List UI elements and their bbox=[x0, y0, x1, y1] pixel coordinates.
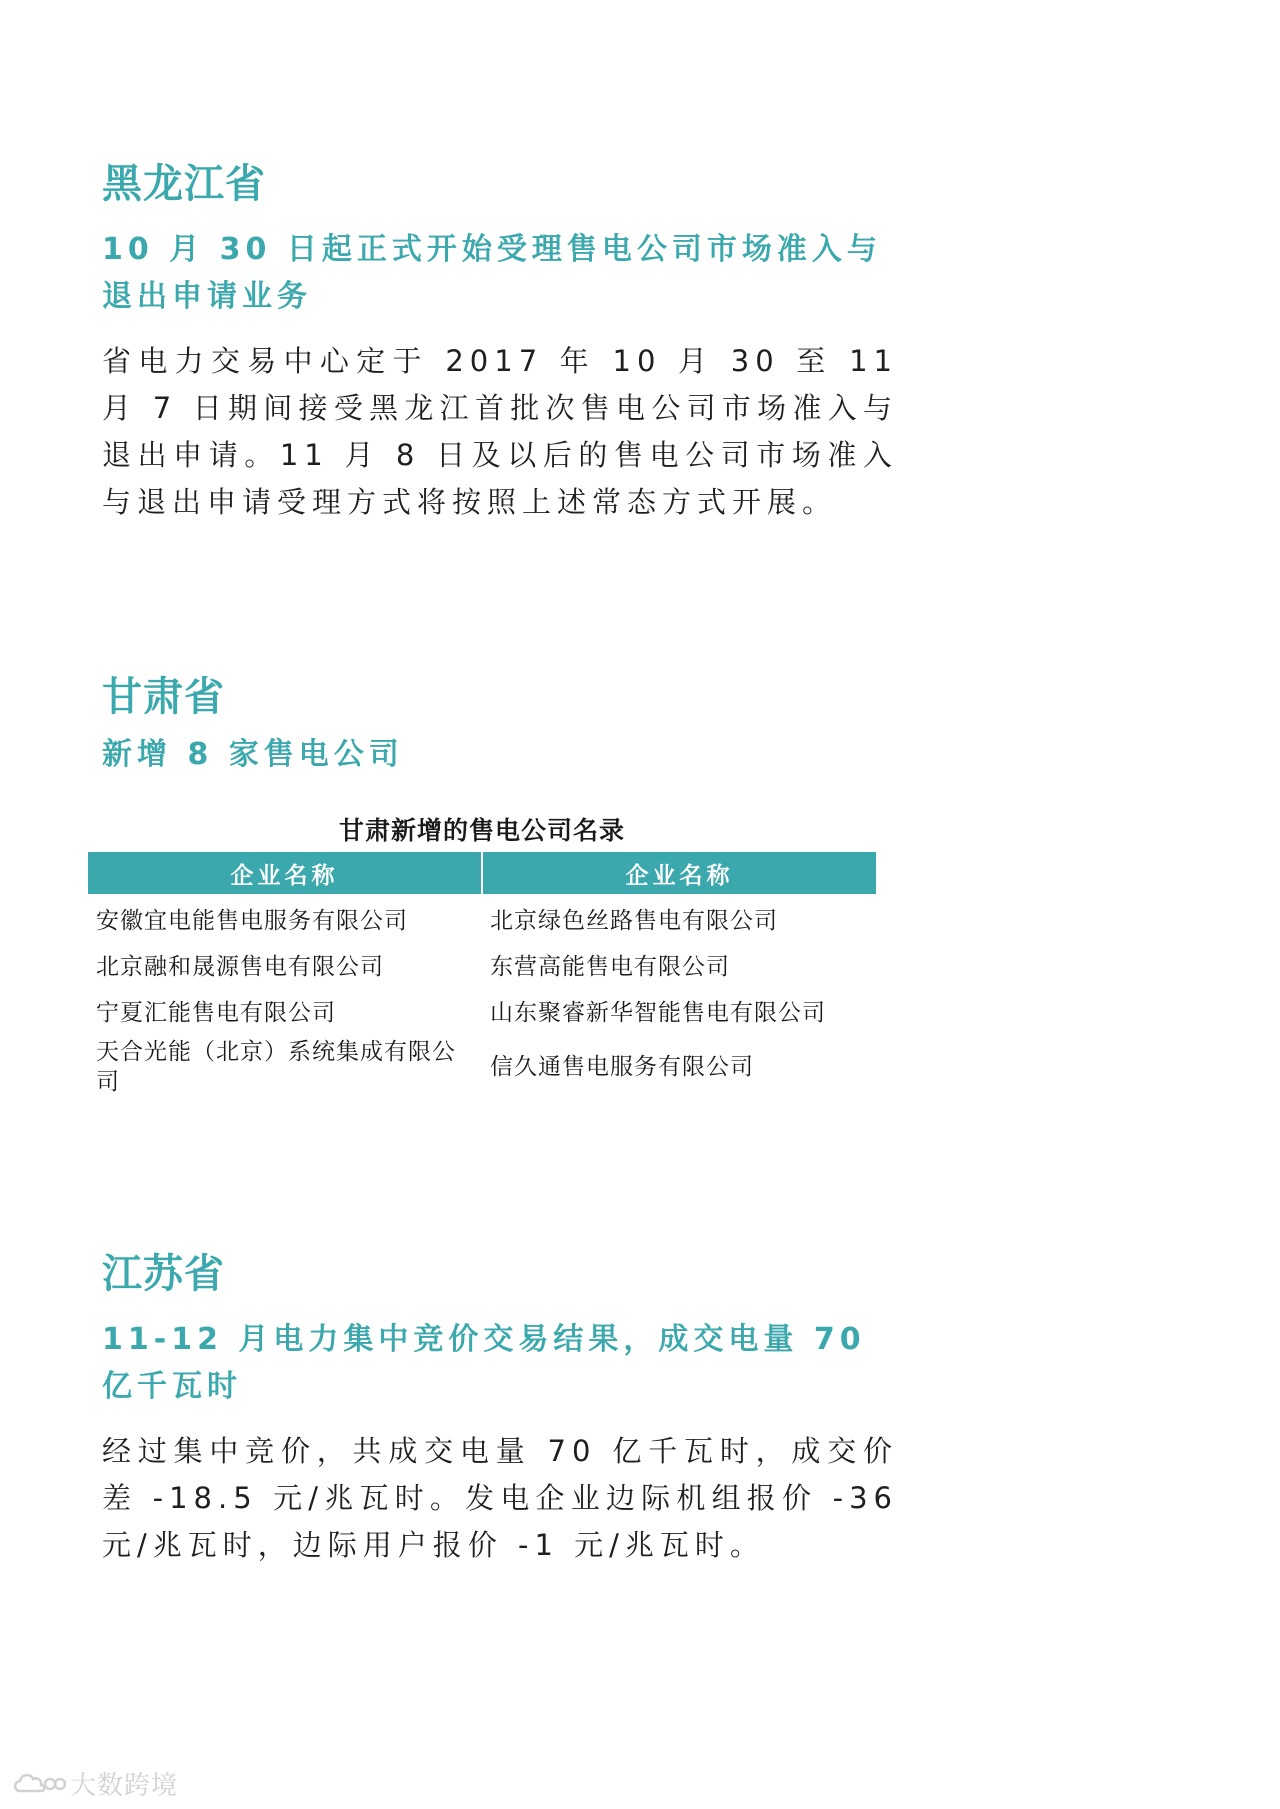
section-jiangsu bbox=[102, 1250, 898, 1569]
section-body: 经过集中竞价，共成交电量 70 亿千瓦时，成交价差 -18.5 元/兆瓦时。发电企业边际机组报价 -36 元/兆瓦时，边际用户报价 -1 元/兆瓦时。 bbox=[102, 1434, 898, 1562]
table-cell: 天合光能（北京）系统集成有限公司 bbox=[96, 1039, 456, 1095]
table-cell: 安徽宜电能售电服务有限公司 bbox=[96, 908, 408, 934]
section-headline: 11-12 月电力集中竞价交易结果，成交电量 70 亿千瓦时 bbox=[102, 1322, 866, 1404]
cloud-logo-icon bbox=[10, 1767, 66, 1799]
table-cell: 信久通售电服务有限公司 bbox=[490, 1054, 754, 1080]
watermark-text: 大数跨境 bbox=[70, 1770, 179, 1801]
table-row bbox=[88, 944, 876, 990]
table-title: 甘肃新增的售电公司名录 bbox=[338, 816, 625, 845]
table-header-row bbox=[88, 852, 876, 894]
section-headline: 新增 8 家售电公司 bbox=[102, 737, 404, 772]
column-header: 企业名称 bbox=[482, 852, 876, 894]
table-row bbox=[88, 990, 876, 1036]
company-table bbox=[88, 852, 876, 1098]
table-cell: 宁夏汇能售电有限公司 bbox=[96, 1000, 336, 1026]
table-cell: 北京绿色丝路售电有限公司 bbox=[490, 908, 778, 934]
watermark bbox=[10, 1766, 178, 1800]
section-heilongjiang bbox=[102, 160, 898, 526]
table-cell: 东营高能售电有限公司 bbox=[490, 954, 730, 980]
column-header: 企业名称 bbox=[88, 852, 482, 894]
table-cell: 山东聚睿新华智能售电有限公司 bbox=[490, 1000, 826, 1026]
section-headline: 10 月 30 日起正式开始受理售电公司市场准入与退出申请业务 bbox=[102, 232, 882, 314]
province-title: 甘肃省 bbox=[102, 674, 225, 720]
section-gansu bbox=[102, 673, 898, 778]
province-title: 江苏省 bbox=[102, 1251, 225, 1297]
table-row bbox=[88, 1036, 876, 1098]
table-cell: 北京融和晟源售电有限公司 bbox=[96, 954, 384, 980]
section-body: 省电力交易中心定于 2017 年 10 月 30 至 11 月 7 日期间接受黑龙江首批次售电公司市场准入与退出申请。11 月 8 日及以后的售电公司市场准入与退出申请受理方式将按照上述常态方式开展。 bbox=[102, 344, 898, 519]
province-title: 黑龙江省 bbox=[102, 161, 266, 207]
table-row bbox=[88, 894, 876, 944]
